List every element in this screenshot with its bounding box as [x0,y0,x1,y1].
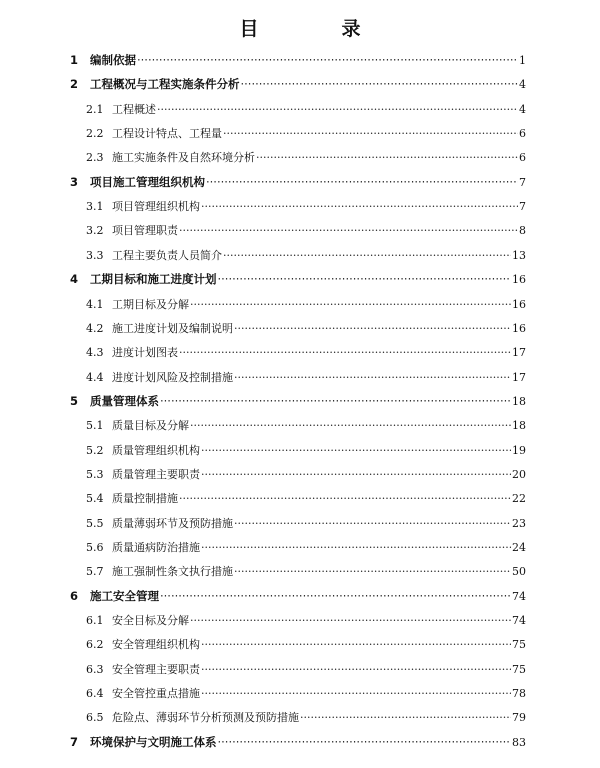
toc-entry-title: 质量控制措施 [112,492,178,505]
toc-entry-page-number: 83 [512,736,526,749]
toc-leader-dots [201,444,511,457]
toc-entry-number: 6.3 [86,663,104,676]
toc-entry-page-number: 16 [512,322,526,335]
toc-entry-number: 2 [70,77,79,91]
toc-chapter-entry[interactable] [70,52,526,70]
toc-leader-dots [234,371,511,384]
toc-entry-title: 质量管理主要职责 [112,468,200,481]
toc-entry-page-number: 22 [512,492,526,505]
toc-entry-number: 2.1 [86,103,104,116]
toc-leader-dots [201,638,511,651]
toc-entry-title: 项目管理职责 [112,224,178,237]
toc-entry-title: 安全管理组织机构 [112,638,200,651]
toc-leader-dots [206,175,518,189]
toc-entry-title: 质量管理组织机构 [112,444,200,457]
toc-entry-number: 4.3 [86,346,104,359]
toc-entry-title: 安全管理主要职责 [112,663,200,676]
toc-entry-number: 5.6 [86,541,104,554]
toc-leader-dots [218,272,512,286]
toc-section-entry[interactable] [86,612,526,630]
toc-leader-dots [179,492,511,505]
toc-entry-page-number: 75 [512,638,526,651]
toc-entry-title: 安全目标及分解 [112,614,189,627]
toc-entry-page-number: 16 [512,273,526,286]
toc-entry-title: 项目施工管理组织机构 [90,175,205,189]
toc-entry-number: 3.1 [86,200,104,213]
toc-chapter-entry[interactable] [70,76,526,94]
toc-entry-number: 6.2 [86,638,104,651]
toc-section-entry[interactable] [86,222,526,240]
toc-entry-number: 6.4 [86,687,104,700]
toc-entry-number: 3.2 [86,224,104,237]
toc-section-entry[interactable] [86,563,526,581]
toc-section-entry[interactable] [86,466,526,484]
toc-entry-number: 5.2 [86,444,104,457]
toc-leader-dots [223,249,511,262]
toc-entry-number: 3 [70,175,79,189]
toc-entry-title: 施工实施条件及自然环境分析 [112,151,255,164]
toc-leader-dots [160,394,511,408]
toc-section-entry[interactable] [86,125,526,143]
toc-entry-title: 危险点、薄弱环节分析预测及预防措施 [112,711,299,724]
toc-section-entry[interactable] [86,490,526,508]
toc-entry-page-number: 17 [512,371,526,384]
toc-entry-page-number: 17 [512,346,526,359]
toc-section-entry[interactable] [86,198,526,216]
toc-entry-number: 5 [70,394,79,408]
toc-entry-title: 项目管理组织机构 [112,200,200,213]
toc-entry-page-number: 6 [519,127,526,140]
toc-entry-title: 工程设计特点、工程量 [112,127,222,140]
toc-leader-dots [234,322,511,335]
toc-section-entry[interactable] [86,539,526,557]
toc-entry-title: 工程概况与工程实施条件分析 [90,77,240,91]
toc-leader-dots [201,541,511,554]
toc-entry-page-number: 4 [519,103,526,116]
toc-entry-page-number: 75 [512,663,526,676]
toc-entry-page-number: 79 [512,711,526,724]
toc-entry-page-number: 20 [512,468,526,481]
toc-entry-number: 2.3 [86,151,104,164]
toc-entry-page-number: 8 [519,224,526,237]
toc-entry-title: 工程主要负责人员简介 [112,249,222,262]
toc-leader-dots [201,663,511,676]
toc-leader-dots [300,711,511,724]
toc-chapter-entry[interactable] [70,174,526,192]
toc-entry-title: 施工强制性条文执行措施 [112,565,233,578]
toc-leader-dots [190,419,511,432]
toc-entry-number: 6.1 [86,614,104,627]
toc-entry-page-number: 18 [512,395,526,408]
toc-entry-title: 质量通病防治措施 [112,541,200,554]
toc-entry-number: 7 [70,735,79,749]
toc-entry-page-number: 74 [512,590,526,603]
toc-leader-dots [201,468,511,481]
toc-section-entry[interactable] [86,101,526,119]
toc-section-entry[interactable] [86,369,526,387]
toc-entry-number: 6.5 [86,711,104,724]
toc-entry-page-number: 18 [512,419,526,432]
toc-chapter-entry[interactable] [70,734,526,752]
toc-entry-page-number: 19 [512,444,526,457]
toc-leader-dots [218,735,512,749]
toc-entry-number: 4.2 [86,322,104,335]
toc-section-entry[interactable] [86,661,526,679]
toc-entry-title: 施工安全管理 [90,589,159,603]
toc-section-entry[interactable] [86,442,526,460]
toc-chapter-entry[interactable] [70,588,526,606]
toc-chapter-entry[interactable] [70,393,526,411]
toc-section-entry[interactable] [86,247,526,265]
toc-section-entry[interactable] [86,636,526,654]
toc-entry-page-number: 74 [512,614,526,627]
toc-section-entry[interactable] [86,417,526,435]
toc-section-entry[interactable] [86,149,526,167]
toc-entry-title: 工期目标及分解 [112,298,189,311]
toc-leader-dots [256,151,518,164]
toc-leader-dots [201,687,511,700]
toc-leader-dots [201,200,518,213]
toc-entry-number: 1 [70,53,79,67]
toc-entry-title: 工期目标和施工进度计划 [90,272,217,286]
toc-section-entry[interactable] [86,344,526,362]
toc-entry-page-number: 1 [519,54,526,67]
toc-entry-number: 4.1 [86,298,104,311]
toc-entry-title: 质量管理体系 [90,394,159,408]
toc-entry-number: 3.3 [86,249,104,262]
toc-entry-title: 进度计划风险及控制措施 [112,371,233,384]
toc-entry-page-number: 24 [512,541,526,554]
toc-entry-number: 5.4 [86,492,104,505]
toc-entry-page-number: 7 [519,176,526,189]
toc-section-entry[interactable] [86,296,526,314]
toc-leader-dots [137,53,518,67]
toc-leader-dots [179,224,518,237]
toc-section-entry[interactable] [86,685,526,703]
toc-entry-page-number: 23 [512,517,526,530]
toc-entry-title: 编制依据 [90,53,136,67]
toc-section-entry[interactable] [86,320,526,338]
toc-entry-title: 安全管控重点措施 [112,687,200,700]
toc-entry-page-number: 7 [519,200,526,213]
toc-entry-page-number: 50 [512,565,526,578]
toc-entry-page-number: 78 [512,687,526,700]
toc-chapter-entry[interactable] [70,271,526,289]
toc-entry-number: 5.7 [86,565,104,578]
toc-entry-number: 5.1 [86,419,104,432]
toc-leader-dots [179,346,511,359]
toc-leader-dots [234,517,511,530]
toc-entry-title: 进度计划图表 [112,346,178,359]
toc-entry-number: 4.4 [86,371,104,384]
toc-leader-dots [241,77,519,91]
toc-entry-page-number: 4 [519,78,526,91]
toc-entry-title: 质量目标及分解 [112,419,189,432]
toc-entry-number: 5.5 [86,517,104,530]
toc-leader-dots [234,565,511,578]
page-title: 目 录 [239,18,393,40]
toc-entry-page-number: 6 [519,151,526,164]
toc-entry-title: 质量薄弱环节及预防措施 [112,517,233,530]
toc-entry-title: 环境保护与文明施工体系 [90,735,217,749]
toc-leader-dots [223,127,518,140]
toc-entry-title: 工程概述 [112,103,156,116]
toc-entry-number: 6 [70,589,79,603]
toc-leader-dots [157,103,518,116]
toc-entry-number: 5.3 [86,468,104,481]
toc-section-entry[interactable] [86,709,526,727]
toc-entry-page-number: 13 [512,249,526,262]
toc-entry-number: 4 [70,272,79,286]
toc-leader-dots [190,298,511,311]
toc-entry-number: 2.2 [86,127,104,140]
toc-entry-title: 施工进度计划及编制说明 [112,322,233,335]
toc-leader-dots [190,614,511,627]
toc-leader-dots [160,589,511,603]
toc-entry-page-number: 16 [512,298,526,311]
toc-section-entry[interactable] [86,515,526,533]
